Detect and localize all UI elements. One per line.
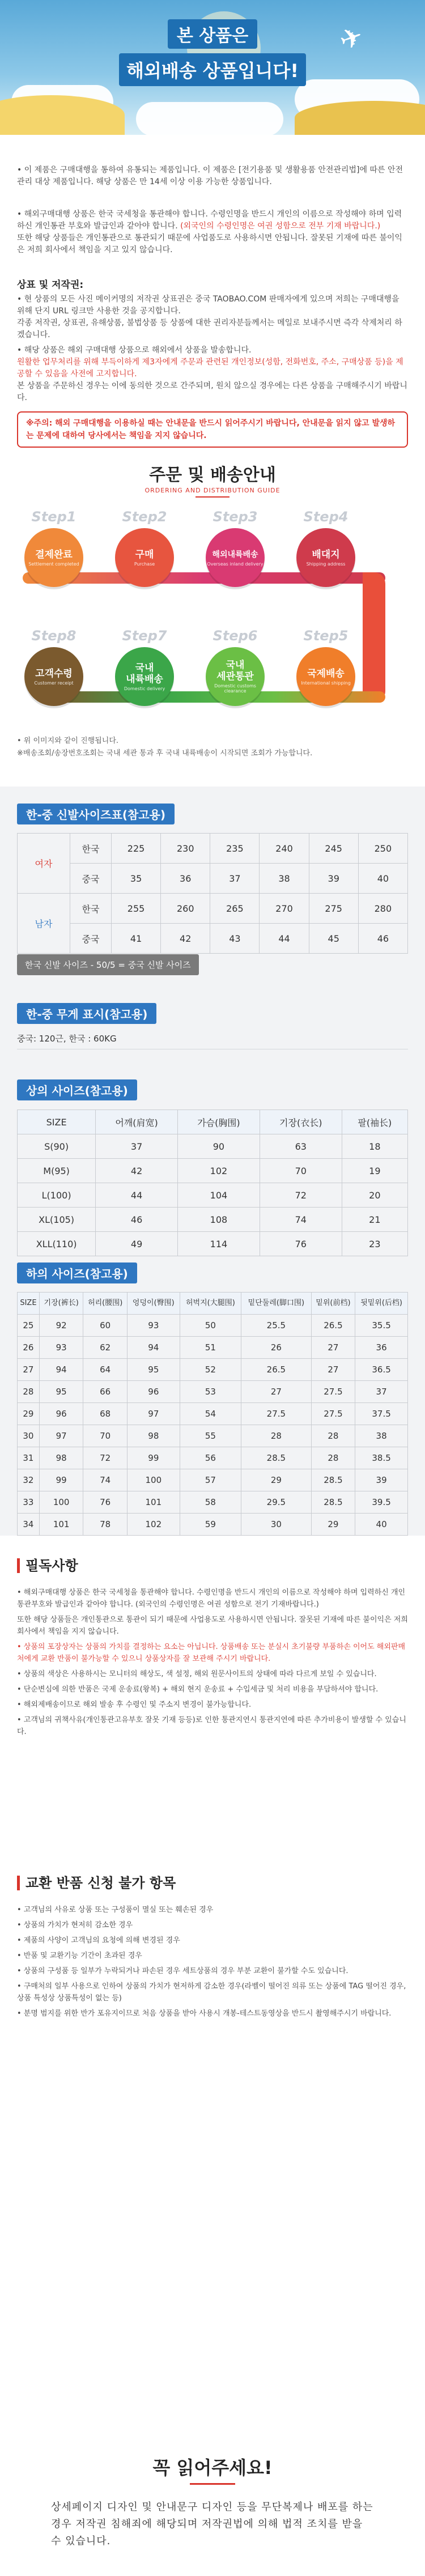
list-item: • 상품의 색상은 사용하시는 모니터의 해상도, 색 설정, 해외 원문사이트의 상태에 따라 다르게 보일 수 있습니다. [17, 1670, 377, 1678]
step-2 [108, 509, 181, 587]
step-4 [289, 509, 363, 587]
step-name: 국내 세관통관 [216, 660, 254, 682]
step-circle [24, 647, 83, 706]
men-label: 남자 [18, 894, 70, 954]
cell: 26.5 [241, 1359, 312, 1381]
cell: 92 [39, 1315, 83, 1337]
cell: 275 [309, 894, 358, 924]
cell: 37 [210, 864, 260, 894]
cell: 58 [180, 1491, 241, 1514]
cell: 270 [260, 894, 309, 924]
step-name: 구매 [135, 549, 154, 560]
table-row [18, 864, 408, 894]
cell: 25 [18, 1315, 40, 1337]
step-name: 결제완료 [35, 549, 73, 560]
step-label: Step1 [31, 509, 76, 525]
col-header: 엉덩이(臀围) [127, 1293, 180, 1315]
cell: 70 [260, 1159, 342, 1183]
cell: 74 [83, 1469, 128, 1491]
step-en: Settlement completed [28, 561, 79, 567]
list-item: • 상품의 가치가 현저히 감소한 경우 [17, 1921, 133, 1929]
cell: 36 [355, 1337, 408, 1359]
women-label: 여자 [18, 834, 70, 894]
list-item: • 고객님의 귀책사유(개인통관고유부호 잘못 기재 등등)로 인한 통관지연시 통관지연에 따른 추가비용이 발생할 수 있습니다. [17, 1716, 406, 1736]
final-text: 상세페이지 디자인 및 안내문구 디자인 등을 무단복제나 배포를 하는 경우 저작권 침해죄에 해당되며 저작권법에 의해 법적 조치를 받을 수 있습니다. [51, 2501, 373, 2547]
step-en: Domestic customs clearance [214, 683, 256, 694]
cell: 29 [311, 1514, 355, 1536]
list-item: • 상품의 구성품 등 일부가 누락되거나 파손된 경우 세트상품의 경우 부분 교환이 불가할 수도 있습니다. [17, 1967, 348, 1975]
notice-bullet-1: • 이 제품은 구매대행을 통하여 유통되는 제품입니다. 이 제품은 [전기용품 및 생활용품 안전관리법]에 따른 안전관리 대상 제품입니다. 해당 상품은 만 14세 이상 이용 가능한 상품입니다. [17, 165, 403, 186]
cell: 235 [210, 834, 260, 864]
table-row [18, 1359, 408, 1381]
cell: 57 [180, 1469, 241, 1491]
cell: XLL(110) [18, 1232, 96, 1256]
cell: 18 [342, 1134, 407, 1159]
cell: 99 [39, 1469, 83, 1491]
step-en: International shipping [301, 680, 351, 686]
cell: 55 [180, 1425, 241, 1447]
cell: 39 [309, 864, 358, 894]
hero-line2: 해외배송 상품입니다! [119, 53, 306, 86]
cell: 76 [260, 1232, 342, 1256]
final-underline [190, 2483, 235, 2485]
cell: 225 [112, 834, 161, 864]
cell: 76 [83, 1491, 128, 1514]
cell: 100 [127, 1469, 180, 1491]
cell: 93 [39, 1337, 83, 1359]
cell: 56 [180, 1447, 241, 1469]
step-en: Customer receipt [34, 680, 74, 686]
step-circle [296, 528, 355, 587]
cell: 29 [18, 1403, 40, 1425]
cell: 60 [83, 1315, 128, 1337]
cell: 27.5 [241, 1403, 312, 1425]
cell: 101 [39, 1514, 83, 1536]
cell: 280 [358, 894, 407, 924]
cell: 72 [260, 1183, 342, 1208]
cell: 35.5 [355, 1315, 408, 1337]
cell: 45 [309, 924, 358, 954]
cell: 97 [39, 1425, 83, 1447]
cell: 53 [180, 1381, 241, 1403]
table-row [18, 924, 408, 954]
step-name: 국내 내륙배송 [126, 662, 163, 685]
table-row [18, 834, 408, 864]
cell: 30 [18, 1425, 40, 1447]
notice-section [0, 135, 425, 787]
cell: 90 [178, 1134, 260, 1159]
cell: 27.5 [311, 1381, 355, 1403]
col-header: 기장(衣长) [260, 1110, 342, 1134]
bottom-size-body [18, 1315, 408, 1536]
title-underline [196, 496, 230, 498]
cell: 72 [83, 1447, 128, 1469]
cell: 62 [83, 1337, 128, 1359]
cell: 37 [96, 1134, 178, 1159]
cell: 40 [358, 864, 407, 894]
row-label: 한국 [70, 894, 112, 924]
list-item: • 단순변심에 의한 반품은 국제 운송료(왕복) + 해외 현지 운송료 + 수입세금 및 처리 비용을 부담하셔야 합니다. [17, 1685, 379, 1694]
cell: 28 [18, 1381, 40, 1403]
final-notice [0, 2431, 425, 2576]
table-row [18, 1469, 408, 1491]
cell: 20 [342, 1183, 407, 1208]
cell: M(95) [18, 1159, 96, 1183]
cell: 27 [311, 1337, 355, 1359]
list-item: • 고객님의 사유로 상품 또는 구성품이 멸실 또는 훼손된 경우 [17, 1906, 214, 1914]
cell: 41 [112, 924, 161, 954]
cell: 28.5 [311, 1469, 355, 1491]
cell: 21 [342, 1208, 407, 1232]
cell: 36.5 [355, 1359, 408, 1381]
cell: 98 [127, 1425, 180, 1447]
step-name: 배대지 [312, 549, 340, 560]
cell: 28.5 [241, 1447, 312, 1469]
top-size-table [17, 1110, 408, 1256]
cell: 40 [355, 1514, 408, 1536]
cell: 265 [210, 894, 260, 924]
cell: 33 [18, 1491, 40, 1514]
exchange-title: 교환 반품 신청 불가 항목 [17, 1876, 176, 1890]
col-header: 밑위(前档) [311, 1293, 355, 1315]
cell: 94 [127, 1337, 180, 1359]
airplane-icon: ✈ [335, 19, 368, 58]
cell: 96 [127, 1381, 180, 1403]
hero-title [119, 19, 306, 86]
cell: 35 [112, 864, 161, 894]
step-en: Domestic delivery [124, 686, 165, 691]
cell: 95 [39, 1381, 83, 1403]
cell: 31 [18, 1447, 40, 1469]
list-item: • 분명 범지를 위한 반가 포유지이므로 처음 상품을 받아 사용시 개봉-테스트동영상을 반드시 촬영해주시기 바랍니다. [17, 2009, 392, 2018]
cell: 64 [83, 1359, 128, 1381]
cell: 50 [180, 1315, 241, 1337]
bottom-size-table [17, 1292, 408, 1536]
order-guide-title [0, 461, 425, 498]
must-read-title: 필독사항 [17, 1558, 78, 1573]
cell: 26.5 [311, 1315, 355, 1337]
shoe-size-table [17, 833, 408, 954]
top-size-title: 상의 사이즈(참고용) [17, 1079, 137, 1100]
cell: 74 [260, 1208, 342, 1232]
cell: 42 [161, 924, 210, 954]
cell: 59 [180, 1514, 241, 1536]
cell: 28 [241, 1425, 312, 1447]
cell: 39 [355, 1469, 408, 1491]
list-item: • 제품의 사양이 고객님의 요청에 의해 변경된 경우 [17, 1936, 180, 1945]
cell: 49 [96, 1232, 178, 1256]
cell: 93 [127, 1315, 180, 1337]
cell: 114 [178, 1232, 260, 1256]
cell: 28.5 [311, 1491, 355, 1514]
cell: 230 [161, 834, 210, 864]
cell: 54 [180, 1403, 241, 1425]
cell: 19 [342, 1159, 407, 1183]
col-header: 뒷밑위(后档) [355, 1293, 408, 1315]
cell: XL(105) [18, 1208, 96, 1232]
order-title-text: 주문 및 배송안내 [149, 465, 276, 485]
step-label: Step5 [303, 628, 348, 644]
table-row [18, 1208, 408, 1232]
cell: 23 [342, 1232, 407, 1256]
cell: 28 [311, 1425, 355, 1447]
step-name: 해외내륙배송 [212, 550, 258, 559]
cell: 29 [241, 1469, 312, 1491]
step-circle [115, 647, 174, 706]
table-row [18, 1491, 408, 1514]
cell: 46 [96, 1208, 178, 1232]
cell: 32 [18, 1469, 40, 1491]
cell: 34 [18, 1514, 40, 1536]
cell: 25.5 [241, 1315, 312, 1337]
table-row [18, 1315, 408, 1337]
step-circle [24, 528, 83, 587]
warning-box: ※주의: 해외 구매대행을 이용하실 때는 안내문을 반드시 읽어주시기 바랍니다, 안내문을 읽지 않고 발생하는 문제에 대하여 당사에서는 책임을 지지 않습니다. [17, 411, 408, 448]
cell: 38 [355, 1425, 408, 1447]
table-header-row [18, 1110, 408, 1134]
cell: 255 [112, 894, 161, 924]
cell: 101 [127, 1491, 180, 1514]
cell: 102 [127, 1514, 180, 1536]
step-3 [198, 509, 272, 587]
cell: 27 [241, 1381, 312, 1403]
step-8 [17, 628, 91, 706]
step-en: Shipping address [306, 561, 346, 567]
order-subtitle-text: ORDERING AND DISTRIBUTION GUIDE [144, 487, 280, 494]
hero-line1: 본 상품은 [168, 19, 257, 49]
cell: 95 [127, 1359, 180, 1381]
cell: 46 [358, 924, 407, 954]
cell: 27.5 [311, 1403, 355, 1425]
cell: 27 [18, 1359, 40, 1381]
exchange-list [17, 1904, 408, 2023]
cell: 100 [39, 1491, 83, 1514]
col-header: 기장(裤长) [39, 1293, 83, 1315]
cell: 26 [241, 1337, 312, 1359]
step-circle [296, 647, 355, 706]
cell: 240 [260, 834, 309, 864]
order-note-1: • 위 이미지와 같이 진행됩니다. [17, 737, 119, 745]
step-circle [206, 528, 265, 587]
step-5 [289, 628, 363, 706]
col-header: SIZE [18, 1293, 40, 1315]
table-row [18, 1514, 408, 1536]
final-title: 꼭 읽어주세요! [152, 2457, 273, 2479]
cell: 42 [96, 1159, 178, 1183]
cell: 108 [178, 1208, 260, 1232]
table-row [18, 1337, 408, 1359]
step-en: Overseas inland delivery [207, 561, 264, 567]
cell: 44 [260, 924, 309, 954]
notice-bullet-2: • 해외구매대행 상품은 한국 국세청을 통관해야 합니다. 수령인명을 반드시 개인의 이름으로 작성해야 하며 입력하신 개인통관 부호와 발급인과 같아야 합니다. (외국인의 수령인명은 여권 성함으로 전부 기재 바랍니다.) 또한 해당 상품들은 개인통관으로 통관되기 때문에 사업품도로 사용하시면 안됩니다. 잘못된 기재에 따른 불이익은 저희 회사에서 책임을 지고 있지 않습니다. [17, 210, 402, 254]
cell: 68 [83, 1403, 128, 1425]
cloud-shape [136, 102, 283, 135]
shoe-size-title: 한-중 신발사이즈표(참고용) [17, 804, 175, 824]
cell: 30 [241, 1514, 312, 1536]
row-label: 중국 [70, 864, 112, 894]
row-label: 한국 [70, 834, 112, 864]
col-header: 밑단둘레(脚口围) [241, 1293, 312, 1315]
step-6 [198, 628, 272, 706]
hero-banner [0, 0, 425, 135]
flow-path-curve [363, 572, 385, 703]
list-item: • 해외제배송이므로 해외 발송 후 수령인 및 주소지 변경이 불가능합니다. [17, 1701, 252, 1709]
cell: 28 [311, 1447, 355, 1469]
table-row [18, 1403, 408, 1425]
step-name: 고객수령 [35, 668, 73, 679]
cell: 38 [260, 864, 309, 894]
table-row [18, 894, 408, 924]
step-name: 국제배송 [307, 668, 345, 679]
step-label: Step7 [122, 628, 167, 644]
table-row [18, 1134, 408, 1159]
list-item: 또한 해당 상품들은 개인통관으로 통관이 되기 때문에 사업용도로 사용하시면 안됩니다. 잘못된 기재에 따른 불이익은 저희 회사에서 책임을 지지 않습니다. [17, 1616, 408, 1636]
table-row [18, 1159, 408, 1183]
cell: 29.5 [241, 1491, 312, 1514]
cell: 99 [127, 1447, 180, 1469]
weight-line: 중국: 120근, 한국 : 60KG [17, 1032, 408, 1049]
step-en: Purchase [134, 561, 155, 567]
col-header: 허리(腰围) [83, 1293, 128, 1315]
must-read-list [17, 1587, 408, 1741]
bottom-size-title: 하의 사이즈(참고용) [17, 1263, 137, 1283]
cell: L(100) [18, 1183, 96, 1208]
copyright-heading: 상표 및 저작권: [17, 279, 84, 291]
list-item: • 구매처의 일부 사용으로 인하여 상품의 가치가 현저하게 감소한 경우(라벨이 떨어진 의류 또는 상품에 TAG 떨어진 경우, 상품 특성상 상품특성이 없는 등) [17, 1982, 406, 2003]
cell: 39.5 [355, 1491, 408, 1514]
cell: 38.5 [355, 1447, 408, 1469]
list-item: • 해외구매대행 상품은 한국 국세청을 통관해야 합니다. 수령인명을 반드시 개인의 이름으로 작성해야 하며 입력하신 개인통관부호와 발급인과 같아야 합니다. (외국인의 수령인명은 여권 성함으로 전기 기재바랍니다.) [17, 1588, 405, 1609]
notice-bullet-4: • 해당 상품은 해외 구매대행 상품으로 해외에서 상품을 발송합니다. 원활한 업무처리를 위해 부득이하게 제3자에게 주문과 관련된 개인정보(성함, 전화번호, 주소, 구매상품 등)을 제공할 수 있음을 사전에 고지합니다. 본 상품을 주문하신 경우는 이에 동의한 것으로 간주되며, 원치 않으실 경우에는 다른 상품을 구매해주시기 바랍니다. [17, 346, 407, 402]
cell: 43 [210, 924, 260, 954]
cell: 26 [18, 1337, 40, 1359]
cell: 250 [358, 834, 407, 864]
step-label: Step4 [303, 509, 348, 525]
list-item: • 반품 및 교환기능 기간이 초과된 경우 [17, 1952, 142, 1960]
row-label: 중국 [70, 924, 112, 954]
step-1 [17, 509, 91, 587]
col-header: 팔(袖长) [342, 1110, 407, 1134]
step-circle [115, 528, 174, 587]
cell: 78 [83, 1514, 128, 1536]
cell: 96 [39, 1403, 83, 1425]
must-read-section [0, 1536, 425, 2431]
cell: 37 [355, 1381, 408, 1403]
cell: 97 [127, 1403, 180, 1425]
step-label: Step6 [212, 628, 258, 644]
cell: 63 [260, 1134, 342, 1159]
table-row [18, 1447, 408, 1469]
col-header: 가슴(胸围) [178, 1110, 260, 1134]
order-note-2: ※배송조회/송장번호조회는 국내 세관 통과 후 국내 내륙배송이 시작되면 조회가 가능합니다. [17, 749, 313, 758]
step-label: Step2 [122, 509, 167, 525]
table-row [18, 1381, 408, 1403]
shoe-conversion-note: 한국 신발 사이즈 - 50/5 = 중국 신발 사이즈 [17, 954, 199, 975]
col-header: 어깨(肩宽) [96, 1110, 178, 1134]
cell: 102 [178, 1159, 260, 1183]
step-label: Step8 [31, 628, 76, 644]
col-header: 허벅지(大腿围) [180, 1293, 241, 1315]
cell: 104 [178, 1183, 260, 1208]
cell: 37.5 [355, 1403, 408, 1425]
table-row [18, 1232, 408, 1256]
cell: 260 [161, 894, 210, 924]
cell: 94 [39, 1359, 83, 1381]
table-row [18, 1425, 408, 1447]
cell: 98 [39, 1447, 83, 1469]
table-header-row [18, 1293, 408, 1315]
cell: 27 [311, 1359, 355, 1381]
cell: 44 [96, 1183, 178, 1208]
table-row [18, 1183, 408, 1208]
cell: 36 [161, 864, 210, 894]
step-label: Step3 [212, 509, 258, 525]
cell: 52 [180, 1359, 241, 1381]
list-item: • 상품의 포장상자는 상품의 가치를 결정하는 요소는 아닙니다. 상품배송 또는 분실시 초기불량 부품하손 이어도 해외판매처에게 교환 반품이 불가능할 수 있으니 상품상자를 잘 보관해 주시기 바랍니다. [17, 1643, 405, 1663]
weight-title: 한-중 무게 표시(참고용) [17, 1003, 156, 1024]
notice-bullet-3: • 현 상품의 모든 사진 메이커명의 저작권 상표권은 중국 TAOBAO.COM 판매자에게 있으며 저희는 구매대행을 위해 단지 URL 링크만 사용한 것을 공지합니다. 각종 저작권, 상표권, 유해상품, 불법상품 등 상품에 대한 권리자분들께서는 메일로 보내주시면 즉각 삭제처리 하겠습니다. [17, 295, 402, 339]
cell: 66 [83, 1381, 128, 1403]
col-header: SIZE [18, 1110, 96, 1134]
step-7 [108, 628, 181, 706]
step-circle [206, 647, 265, 706]
cell: 51 [180, 1337, 241, 1359]
cell: S(90) [18, 1134, 96, 1159]
cell: 245 [309, 834, 358, 864]
cell: 70 [83, 1425, 128, 1447]
